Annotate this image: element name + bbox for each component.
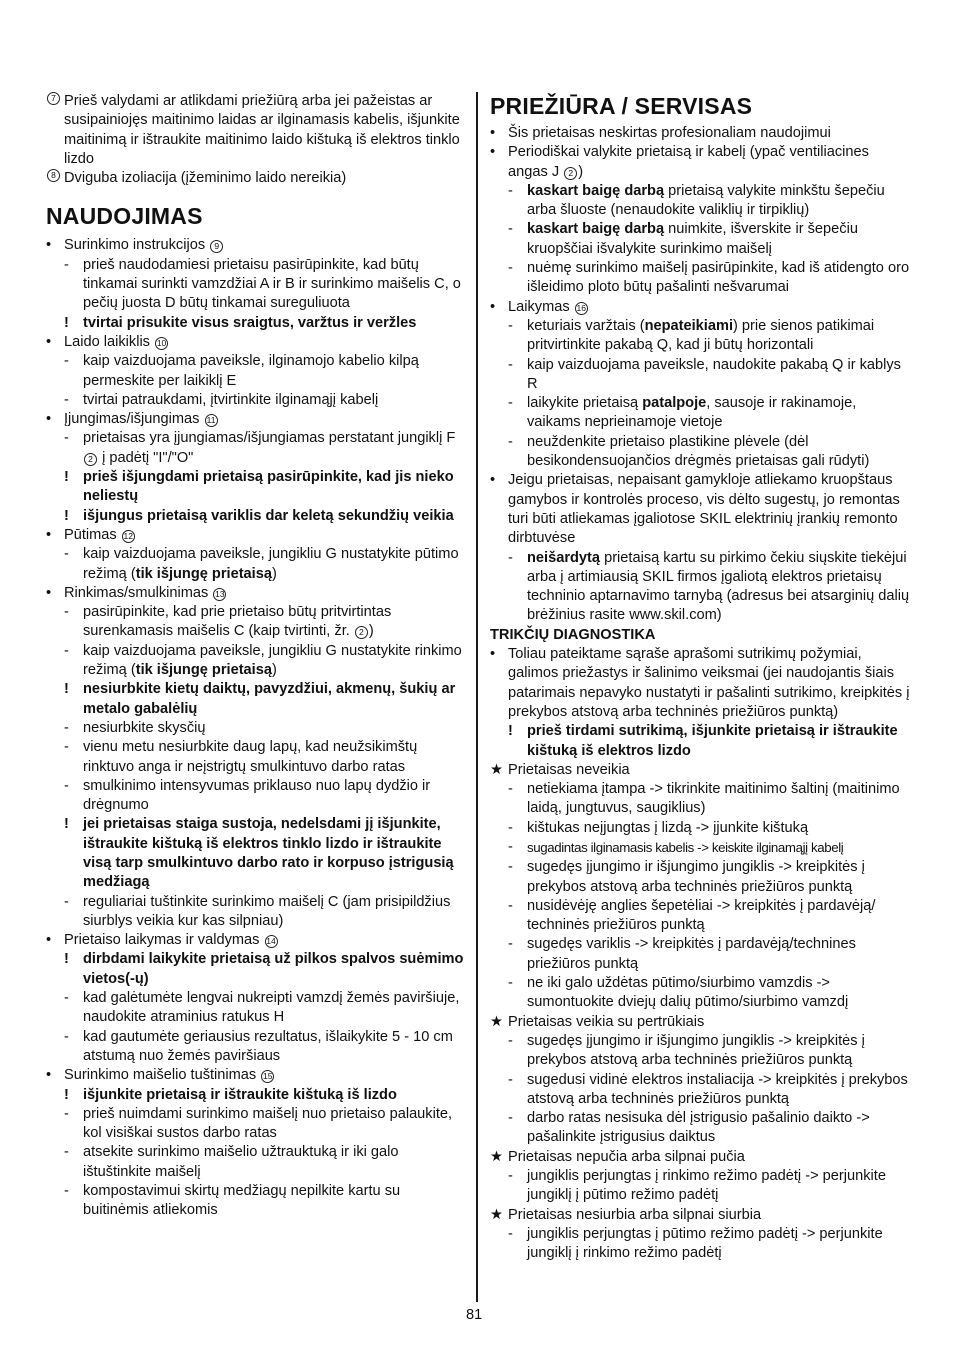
prieziura-heading: PRIEŽIŪRA / SERVISAS bbox=[490, 93, 753, 119]
bullet-marker: • bbox=[46, 411, 52, 428]
item-text: jei prietaisas staiga sustoja, nedelsdami jį išjunkite, ištraukite kištuką iš elektros tinklo lizdo ir ištraukite visą tarp smulkintuvo darbo rato ir korpuso įstrigusią medžiagą bbox=[83, 816, 454, 891]
dash-marker: - bbox=[508, 1168, 513, 1185]
list-item bbox=[490, 761, 912, 780]
item-text-block bbox=[83, 604, 391, 639]
list-item bbox=[490, 143, 912, 182]
item-text: Įjungimas/išjungimas bbox=[64, 411, 200, 428]
item-text: jungiklis perjungtas į pūtimo režimo padėtį -> perjunkite jungiklį į rinkimo režimo padėtį bbox=[527, 1225, 883, 1262]
dash-marker: - bbox=[64, 777, 69, 794]
dash-marker: - bbox=[508, 356, 513, 373]
sub-item bbox=[46, 1028, 464, 1067]
item-text: Prietaisas neveikia bbox=[508, 761, 630, 778]
item-text-block bbox=[527, 550, 909, 624]
dash-marker: - bbox=[508, 1225, 513, 1242]
item-text: Šis prietaisas neskirtas profesionaliam naudojimui bbox=[508, 125, 831, 141]
item-text-block bbox=[527, 434, 869, 469]
item-text-block bbox=[83, 643, 462, 678]
exclamation-icon: ! bbox=[64, 314, 69, 331]
item-text: jungiklis perjungtas į rinkimo režimo padėtį -> perjunkite jungiklį į pūtimo režimo padėtį bbox=[527, 1168, 886, 1204]
item-text-block bbox=[508, 762, 630, 778]
bullet-marker: • bbox=[46, 333, 52, 350]
list-item bbox=[46, 236, 464, 255]
item-text: Jeigu prietaisas, nepaisant gamykloje atliekamo kruopštaus gamybos ir kontrolės proceso, vis dėlto sugestų, jo remontas turi būti atliekamas įgaliotose SKIL elektrinių įrankių remonto dirbtuvėse bbox=[508, 472, 900, 547]
bullet-marker: • bbox=[490, 646, 496, 663]
figure-ref: 11 bbox=[205, 414, 218, 427]
sub-item bbox=[46, 1182, 464, 1221]
item-text: sugedęs įjungimo ir išjungimo jungiklis -> kreipkitės į prekybos atstovą arba techninės priežiūros punktą bbox=[527, 1032, 865, 1069]
list-item bbox=[490, 1148, 912, 1167]
item-text: kaip vaizduojama paveiksle, ilginamojo kabelio kilpą permeskite per laikiklį E bbox=[83, 353, 419, 389]
item-text-block bbox=[527, 1168, 886, 1203]
item-text-block bbox=[527, 221, 858, 256]
dash-marker: - bbox=[508, 936, 513, 953]
list-item bbox=[46, 333, 464, 352]
sub-item bbox=[490, 317, 912, 356]
item-text: nesiurbkite kietų daiktų, pavyzdžiui, akmenų, šukių ar metalo gabalėlių bbox=[83, 681, 456, 717]
item-text-block bbox=[83, 1087, 397, 1103]
item-text-block bbox=[64, 411, 219, 427]
dash-marker: - bbox=[64, 604, 69, 621]
item-text-block bbox=[83, 392, 378, 408]
item-text-block bbox=[527, 820, 808, 836]
item-text: reguliariai tuštinkite surinkimo maišelį C (jam prisipildžius siurblys veikia kur kas silpniau) bbox=[83, 893, 451, 929]
sub-item bbox=[490, 433, 912, 472]
figure-ref: 8 bbox=[47, 169, 60, 182]
item-text: Prietaisas nepučia arba silpnai pučia bbox=[508, 1148, 745, 1165]
item-text-block bbox=[83, 1106, 452, 1141]
warning-item bbox=[46, 950, 464, 989]
item-text: sugadintas ilginamasis kabelis -> keiskite ilginamąjį kabelį bbox=[527, 839, 844, 855]
item-text-block bbox=[508, 1149, 745, 1165]
dash-marker: - bbox=[508, 182, 513, 199]
item-text-block bbox=[64, 1067, 275, 1083]
sub-item bbox=[46, 719, 464, 738]
bullet-marker: • bbox=[490, 125, 496, 141]
item-text-block bbox=[527, 1226, 883, 1261]
item-text: Prietaisas nesiurbia arba silpnai siurbia bbox=[508, 1206, 762, 1223]
sub-item bbox=[490, 356, 912, 395]
dash-marker: - bbox=[64, 1144, 69, 1161]
dash-marker: - bbox=[508, 781, 513, 798]
sub-item bbox=[490, 394, 912, 433]
item-text-block bbox=[508, 144, 869, 179]
sub-item bbox=[490, 819, 912, 838]
dash-marker: - bbox=[64, 642, 69, 659]
sub-item bbox=[490, 897, 912, 936]
warning-item bbox=[490, 722, 912, 761]
item-text: Toliau pateiktame sąraše aprašomi sutrikimų požymiai, galimos priežastys ir šalinimo veiksmai (jei naudojantis šiais patarimais nepavyko nustatyti ir pašalinti sutrikimo, kreipkitės į prekybos atstovą arba techninės priežiūros punktą) bbox=[508, 646, 910, 720]
exclamation-icon: ! bbox=[64, 681, 69, 698]
item-text: prieš išjungdami prietaisą pasirūpinkite, kad jis nieko neliestų bbox=[83, 469, 454, 505]
item-text-block bbox=[83, 315, 416, 331]
item-text-block bbox=[83, 1029, 453, 1064]
item-text: darbo ratas nesisuka dėl įstrigusio pašalinio daikto -> pašalinkite įstrigusius daiktus bbox=[527, 1110, 870, 1146]
bold-text: kaskart baigę darbą bbox=[527, 221, 665, 238]
item-text: smulkinimo intensyvumas priklauso nuo lapų dydžio ir drėgnumo bbox=[83, 777, 431, 814]
column-divider bbox=[476, 92, 478, 1302]
item-text-block bbox=[83, 894, 450, 929]
dash-marker: - bbox=[508, 819, 513, 836]
item-text-block bbox=[83, 990, 459, 1025]
dash-marker: - bbox=[508, 975, 513, 992]
item-text: Laido laikiklis bbox=[64, 333, 150, 350]
item-text-block bbox=[527, 395, 856, 430]
item-text: ne iki galo uždėtas pūtimo/siurbimo vamzdis -> sumontuokite dviejų dalių pūtimo/siurbimo vamzdį bbox=[527, 975, 849, 1011]
item-text-block bbox=[83, 508, 454, 524]
dash-marker: - bbox=[64, 256, 69, 273]
sub-item bbox=[46, 777, 464, 816]
item-text-after: ) prie sienos patikimai pritvirtinkite pakabą Q, kad ji būtų horizontali bbox=[527, 317, 875, 354]
item-text-block bbox=[64, 585, 227, 601]
item-text-block bbox=[508, 299, 589, 315]
dash-marker: - bbox=[64, 430, 69, 447]
item-text-block bbox=[527, 723, 898, 758]
list-item bbox=[490, 298, 912, 317]
item-text-block bbox=[83, 469, 454, 504]
dash-marker: - bbox=[508, 395, 513, 412]
item-text-block bbox=[83, 816, 454, 890]
bullet-marker: • bbox=[490, 298, 496, 315]
figure-ref: 7 bbox=[47, 92, 60, 105]
item-text: laikykite prietaisą bbox=[527, 395, 639, 412]
sub-item bbox=[46, 989, 464, 1028]
list-item bbox=[490, 471, 912, 548]
sub-item bbox=[46, 256, 464, 314]
bullet-marker: • bbox=[490, 144, 496, 161]
item-text-block bbox=[527, 357, 901, 392]
dash-marker: - bbox=[508, 260, 513, 277]
item-text: kad galėtumėte lengvai nukreipti vamzdį žemės paviršiuje, naudokite atraminius ratukus H bbox=[83, 990, 460, 1026]
sub-item bbox=[46, 391, 464, 410]
figure-ref: 13 bbox=[215, 588, 225, 599]
dash-marker: - bbox=[508, 549, 513, 566]
bold-text: patalpoje bbox=[642, 395, 707, 412]
naudojimas-list bbox=[46, 236, 464, 1220]
dash-marker: - bbox=[64, 1105, 69, 1122]
dash-marker: - bbox=[64, 739, 69, 756]
item-text-block bbox=[527, 898, 875, 933]
list-item bbox=[490, 645, 912, 722]
sub-item bbox=[46, 603, 464, 642]
item-text: vienu metu nesiurbkite daug lapų, kad neužsikimštų rinktuvo anga ir neįstrigtų smulkintuvo darbo ratas bbox=[83, 739, 418, 775]
item-text: prieš tirdami sutrikimą, išjunkite prietaisą ir ištraukite kištuką iš elektros lizdo bbox=[527, 723, 898, 759]
sub-item bbox=[46, 1105, 464, 1144]
item-text: dirbdami laikykite prietaisą už pilkos spalvos suėmimo vietos(-ų) bbox=[83, 951, 464, 987]
star-icon: ★ bbox=[490, 1013, 504, 1030]
sub-item bbox=[490, 1109, 912, 1148]
item-text-block bbox=[508, 125, 831, 141]
bullet-marker: • bbox=[46, 1067, 52, 1084]
list-item bbox=[490, 124, 912, 143]
figure-ref: 2 bbox=[564, 167, 577, 180]
intro-item bbox=[46, 169, 464, 188]
sub-item bbox=[490, 780, 912, 819]
exclamation-icon: ! bbox=[64, 951, 69, 968]
item-text: prieš naudodamiesi prietaisu pasirūpinkite, kad būtų tinkamai surinkti vamzdžiai A ir B ir surinkimo maišelis C, o pečių juosta D būtų tinkamai sureguliuota bbox=[83, 256, 461, 312]
warning-item bbox=[46, 815, 464, 892]
figure-ref: 2 bbox=[355, 626, 368, 639]
item-text-after: ) bbox=[368, 623, 374, 640]
sub-item bbox=[490, 1071, 912, 1110]
dash-marker: - bbox=[508, 433, 513, 450]
dash-marker: - bbox=[508, 1110, 513, 1127]
intro-item bbox=[46, 92, 464, 169]
bullet-marker: • bbox=[46, 584, 52, 601]
item-text: tvirtai patraukdami, įtvirtinkite ilginamąjį kabelį bbox=[83, 391, 379, 408]
item-text-block bbox=[527, 1033, 865, 1068]
star-icon: ★ bbox=[490, 761, 504, 778]
sub-item bbox=[46, 738, 464, 777]
figure-ref: 16 bbox=[576, 302, 586, 313]
item-text-after: ) bbox=[271, 662, 277, 679]
bold-text: kaskart baigę darbą bbox=[527, 182, 665, 199]
bullet-marker: • bbox=[46, 237, 52, 254]
item-text-block bbox=[83, 430, 455, 465]
item-text: išjunkite prietaisą ir ištraukite kištuką iš lizdo bbox=[83, 1086, 397, 1103]
list-item bbox=[490, 1206, 912, 1225]
dash-marker: - bbox=[64, 353, 69, 370]
figure-ref: 9 bbox=[210, 240, 223, 253]
figure-ref: 12 bbox=[123, 530, 134, 541]
sub-item bbox=[46, 642, 464, 681]
item-text: netiekiama įtampa -> tikrinkite maitinimo šaltinį (maitinimo laidą, jungtuvus, saugiklius) bbox=[527, 781, 900, 817]
item-text: sugedusi vidinė elektros instaliacija -> kreipkitės į prekybos atstovą arba techninės priežiūros punktą bbox=[527, 1071, 908, 1107]
bullet-marker: • bbox=[46, 526, 52, 543]
item-text-block bbox=[508, 1014, 704, 1030]
item-text-block bbox=[64, 237, 224, 253]
dash-marker: - bbox=[64, 546, 69, 563]
item-text: nusidėvėję anglies šepetėliai -> kreipkitės į pardavėją/ techninės priežiūros punktą bbox=[527, 897, 876, 934]
intro-list bbox=[46, 92, 464, 188]
item-text-block bbox=[508, 646, 910, 720]
item-text-after: į padėtį "I"/"O" bbox=[102, 449, 194, 466]
item-text: Prietaisas veikia su pertrūkiais bbox=[508, 1013, 705, 1030]
item-text-block bbox=[83, 681, 455, 716]
list-item bbox=[46, 410, 464, 429]
sub-item bbox=[46, 352, 464, 391]
sub-item bbox=[46, 893, 464, 932]
item-text: Rinkimas/smulkinimas bbox=[64, 584, 209, 601]
item-text: kaip vaizduojama paveiksle, jungikliu G nustatykite pūtimo režimą ( bbox=[83, 546, 459, 582]
item-text-after: ) bbox=[578, 163, 584, 180]
list-item bbox=[46, 526, 464, 545]
item-text-after: , sausoje ir rakinamoje, vaikams neprieinamoje vietoje bbox=[527, 395, 857, 431]
item-text-block bbox=[527, 1110, 870, 1145]
list-item bbox=[490, 1013, 912, 1032]
item-text: kaip vaizduojama paveiksle, naudokite pakabą Q ir kablys R bbox=[527, 356, 901, 392]
sub-item bbox=[490, 1167, 912, 1206]
item-text: keturiais varžtais ( bbox=[527, 317, 645, 334]
sub-item bbox=[490, 858, 912, 897]
item-text: prietaisas yra įjungiamas/išjungiamas perstatant jungiklį F bbox=[83, 430, 456, 447]
item-text: kompostavimui skirtų medžiagų nepilkite kartu su buitinėmis atliekomis bbox=[83, 1183, 401, 1219]
bold-text: tik išjungę prietaisą bbox=[135, 662, 272, 679]
item-text: pasirūpinkite, kad prie prietaiso būtų pritvirtintas surenkamasis maišelis C (kaip tvirtinti, žr. bbox=[83, 604, 392, 640]
item-text-block bbox=[527, 781, 900, 816]
figure-ref: 14 bbox=[266, 936, 276, 947]
item-text-block bbox=[527, 318, 874, 353]
figure-ref: 15 bbox=[263, 1071, 273, 1082]
item-text-block bbox=[527, 1072, 908, 1107]
dash-marker: - bbox=[64, 893, 69, 910]
item-text-block bbox=[83, 951, 463, 986]
star-icon: ★ bbox=[490, 1148, 504, 1165]
item-text: Surinkimo maišelio tuštinimas bbox=[64, 1067, 257, 1084]
dash-marker: - bbox=[508, 838, 513, 855]
figure-ref: 2 bbox=[84, 453, 97, 466]
item-text-block bbox=[527, 936, 856, 971]
dash-marker: - bbox=[508, 897, 513, 914]
item-text-block bbox=[64, 932, 279, 948]
bold-text: nepateikiami bbox=[644, 317, 734, 334]
sub-item bbox=[490, 259, 912, 298]
sub-item bbox=[46, 429, 464, 468]
dash-marker: - bbox=[508, 317, 513, 334]
dash-marker: - bbox=[64, 1028, 69, 1045]
dash-marker: - bbox=[64, 391, 69, 408]
bullet-marker: • bbox=[490, 472, 496, 489]
intro-text: Dviguba izoliacija (įžeminimo laido nereikia) bbox=[64, 170, 347, 187]
naudojimas-heading: NAUDOJIMAS bbox=[46, 203, 203, 230]
figure-ref: 10 bbox=[156, 337, 167, 348]
sub-item bbox=[46, 1143, 464, 1182]
item-text-block bbox=[527, 975, 848, 1010]
item-text: sugedęs variklis -> kreipkitės į pardavėją/technines priežiūros punktą bbox=[527, 936, 856, 972]
item-text: nuimkite, išverskite ir šepečiu kruopščiai išvalykite surinkimo maišelį bbox=[527, 221, 858, 257]
warning-item bbox=[46, 314, 464, 333]
sub-item bbox=[490, 935, 912, 974]
item-text-block bbox=[83, 739, 417, 774]
item-text: kaip vaizduojama paveiksle, jungikliu G nustatykite rinkimo režimą ( bbox=[83, 642, 462, 679]
item-text: kištukas neįjungtas į lizdą -> įjunkite kištuką bbox=[527, 819, 809, 836]
warning-item bbox=[46, 507, 464, 526]
exclamation-icon: ! bbox=[64, 469, 69, 486]
dash-marker: - bbox=[508, 859, 513, 876]
sub-item bbox=[490, 220, 912, 259]
item-text-after: ) bbox=[271, 565, 277, 582]
list-item bbox=[46, 1066, 464, 1085]
item-text: neuždenkite prietaiso plastikine plėvele (dėl besikondensuojančios drėgmės prietaisas gali rūdyti) bbox=[527, 433, 870, 470]
item-text: Periodiškai valykite prietaisą ir kabelį (ypač ventiliacines angas J bbox=[508, 144, 869, 180]
item-text-block bbox=[83, 1183, 400, 1218]
item-text: Surinkimo instrukcijos bbox=[64, 237, 206, 254]
exclamation-icon: ! bbox=[64, 816, 69, 833]
item-text: tvirtai prisukite visus sraigtus, varžtus ir veržles bbox=[83, 314, 417, 331]
prieziura-list bbox=[490, 124, 912, 1264]
dash-marker: - bbox=[64, 1183, 69, 1200]
warning-item bbox=[46, 1086, 464, 1105]
intro-text: Prieš valydami ar atlikdami priežiūrą arba jei pažeistas ar susipainiojęs maitinimo laidas ar ilginamasis kabelis, išjunkite maitinimą ir ištraukite maitinimo laido kištuką iš elektros tinklo lizdo bbox=[64, 93, 460, 167]
sub-item bbox=[490, 549, 912, 626]
page-number: 81 bbox=[466, 1307, 483, 1323]
item-text-block bbox=[527, 260, 909, 295]
item-text: atsekite surinkimo maišelio užtrauktuką ir iki galo ištuštinkite maišelį bbox=[83, 1144, 399, 1180]
dash-marker: - bbox=[508, 1071, 513, 1088]
star-icon: ★ bbox=[490, 1206, 504, 1223]
item-text: kad gautumėte geriausius rezultatus, išlaikykite 5 - 10 cm atstumą nuo žemės paviršiaus bbox=[83, 1028, 453, 1064]
bullet-marker: • bbox=[46, 932, 52, 949]
item-text-block bbox=[83, 257, 461, 312]
exclamation-icon: ! bbox=[508, 723, 513, 740]
warning-item bbox=[46, 680, 464, 719]
item-text: Pūtimas bbox=[64, 526, 117, 543]
list-item bbox=[46, 584, 464, 603]
item-text: nesiurbkite skysčių bbox=[83, 719, 206, 736]
dash-marker: - bbox=[64, 719, 69, 736]
item-text-block bbox=[83, 1144, 399, 1179]
item-text: Prietaiso laikymas ir valdymas bbox=[64, 932, 260, 949]
item-text: prieš nuimdami surinkimo maišelį nuo prietaiso palaukite, kol visiškai sustos darbo ratas bbox=[83, 1105, 453, 1142]
item-text: prietaisą kartu su pirkimo čekiu siųskite tiekėjui arba į artimiausią SKIL firmos įgaliotą elektros prietaisų techninio aptarnavimo tarnybą (adresus bei atsarginių dalių brėžinius rasite www.skil.com) bbox=[527, 549, 910, 624]
sub-item bbox=[490, 838, 912, 858]
dash-marker: - bbox=[508, 1032, 513, 1049]
item-text-block bbox=[83, 546, 459, 581]
list-item bbox=[46, 931, 464, 950]
item-text: Laikymas bbox=[508, 298, 570, 315]
exclamation-icon: ! bbox=[64, 507, 69, 524]
dash-marker: - bbox=[64, 990, 69, 1007]
bold-text: neišardytą bbox=[527, 549, 601, 566]
sub-item bbox=[490, 182, 912, 221]
item-text: nuėmę surinkimo maišelį pasirūpinkite, kad iš atidengto oro išleidimo ploto būtų pašalinti nešvarumai bbox=[527, 260, 910, 296]
item-text-block bbox=[508, 472, 900, 546]
sub-item bbox=[46, 545, 464, 584]
item-text: išjungus prietaisą variklis dar keletą sekundžių veikia bbox=[83, 507, 454, 524]
sub-item bbox=[490, 1225, 912, 1264]
left-column bbox=[46, 92, 464, 1221]
item-text-block bbox=[64, 334, 169, 350]
item-text-block bbox=[527, 183, 885, 218]
item-text-block bbox=[83, 778, 430, 813]
right-column bbox=[490, 92, 912, 1264]
item-text: sugedęs įjungimo ir išjungimo jungiklis -> kreipkitės į prekybos atstovą arba techninės priežiūros punktą bbox=[527, 859, 865, 895]
sub-item bbox=[490, 974, 912, 1013]
item-text: prietaisą valykite minkštu šepečiu arba šluoste (nenaudokite valiklių ir tirpiklių) bbox=[527, 182, 885, 219]
item-text-block bbox=[64, 527, 136, 543]
bold-text: tik išjungę prietaisą bbox=[135, 565, 272, 582]
item-text-block bbox=[83, 720, 205, 736]
item-text-block bbox=[527, 840, 843, 855]
item-text-block bbox=[83, 353, 419, 388]
sub-item bbox=[490, 1032, 912, 1071]
item-text-block bbox=[508, 1207, 761, 1223]
section-subheading: TRIKČIŲ DIAGNOSTIKA bbox=[490, 626, 656, 643]
warning-item bbox=[46, 468, 464, 507]
exclamation-icon: ! bbox=[64, 1086, 69, 1103]
dash-marker: - bbox=[508, 221, 513, 238]
item-text-block bbox=[527, 859, 865, 894]
